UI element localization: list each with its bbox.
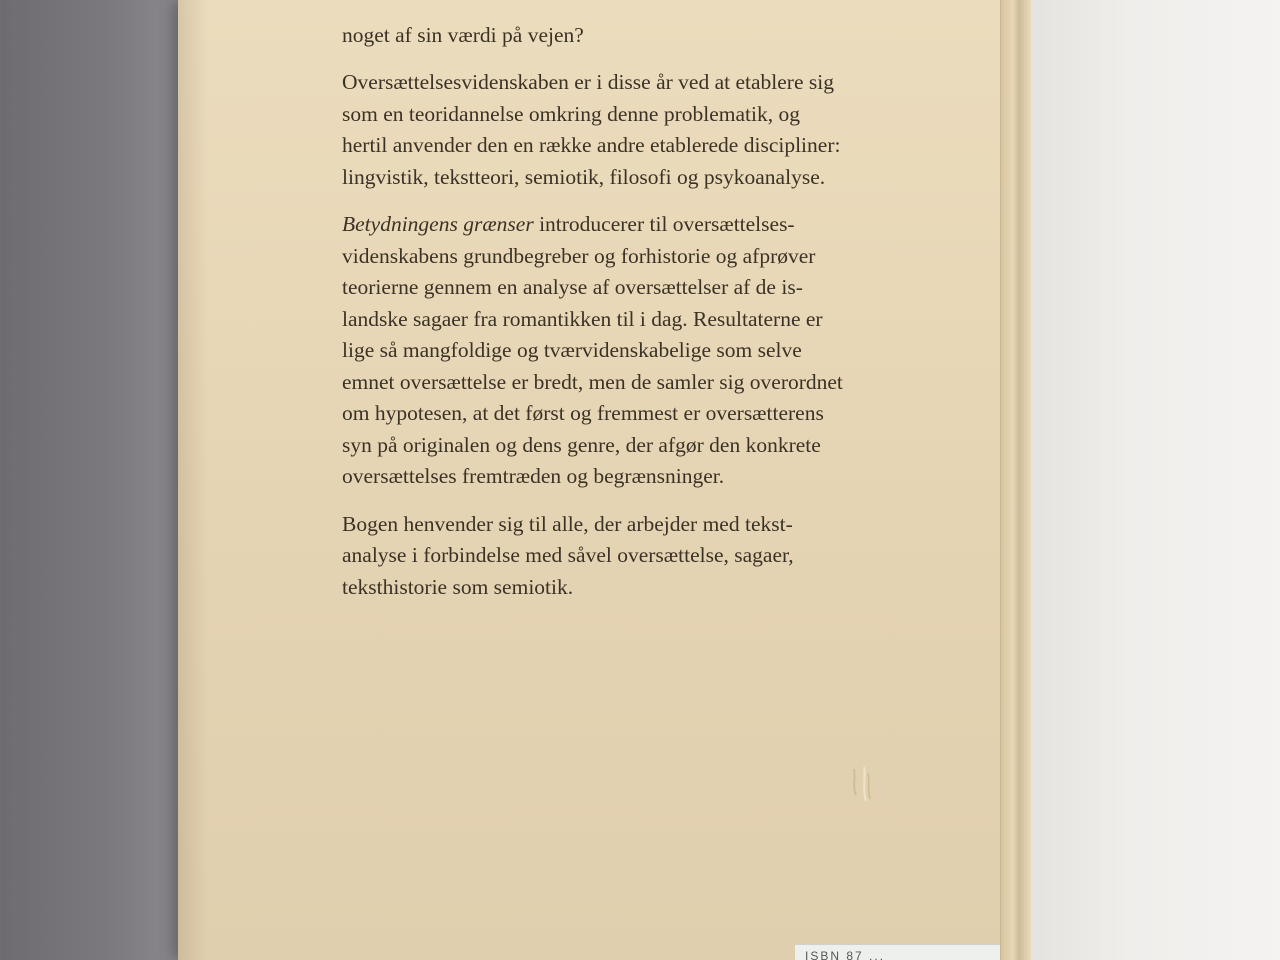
paragraph-3 (342, 209, 952, 493)
book-page-edge (1000, 0, 1031, 960)
text-line: teksthistorie som semiotik. (342, 574, 574, 599)
text-line: landske sagaer fra romantikken til i dag. Resultaterne er (342, 306, 823, 331)
paragraph-4 (342, 509, 952, 604)
barcode-text: ISBN 87 ... (805, 949, 886, 960)
text-line: hertil anvender den en række andre etablerede discipliner: (342, 133, 841, 157)
text-line: noget af sin værdi på vejen? (342, 22, 584, 47)
text-line: emnet oversættelse er bredt, men de samler sig overordnet (342, 369, 843, 394)
barcode-sticker (795, 944, 1000, 960)
text-line: analyse i forbindelse med såvel oversættelse, sagaer, (342, 543, 794, 567)
text-line (342, 0, 952, 20)
text-line: lige så mangfoldige og tværvidenskabelige som selve (342, 338, 802, 362)
text-line: Oversættelsesvidenskaben er i disse år ved at etablere sig (342, 70, 834, 94)
cover-shadow (178, 0, 208, 960)
blurb-text (342, 0, 952, 619)
text-line: Bogen henvender sig til alle, der arbejder med tekst- (342, 511, 793, 536)
text-line: videnskabens grundbegreber og forhistorie og afprøver (342, 243, 816, 268)
text-line (342, 209, 952, 241)
text-line: om hypotesen, at det først og fremmest er oversætterens (342, 401, 824, 425)
background-wall (1030, 0, 1280, 960)
text-line: som en teoridannelse omkring denne problematik, og (342, 101, 800, 126)
text-line-rest: introducerer til oversættelses- (533, 212, 795, 236)
text-line: lingvistik, tekstteori, semiotik, filosofi og psykoanalyse. (342, 164, 826, 189)
paragraph-1 (342, 0, 952, 51)
paragraph-2 (342, 67, 952, 193)
paper-crease-mark (848, 765, 876, 805)
book-title-italic: Betydningens grænser (342, 212, 534, 236)
text-line: teorierne gennem en analyse af oversættelser af de is- (342, 275, 803, 299)
text-line: oversættelses fremtræden og begrænsninger. (342, 464, 725, 488)
text-line: syn på originalen og dens genre, der afgør den konkrete (342, 432, 821, 457)
